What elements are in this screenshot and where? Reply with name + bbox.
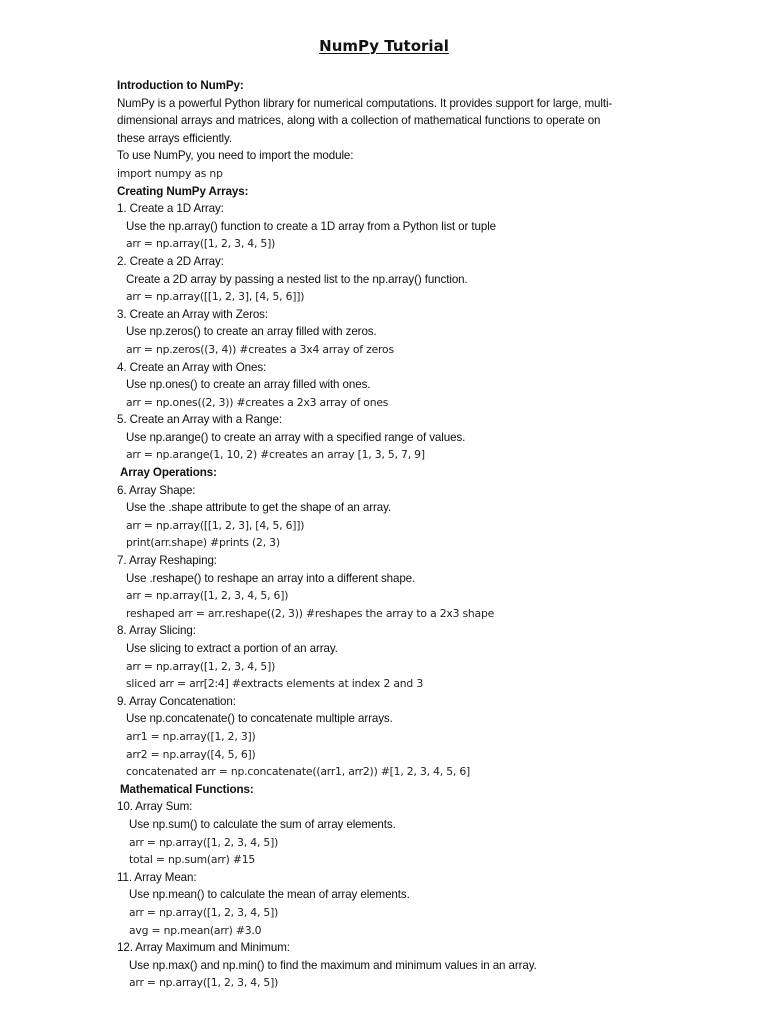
text-line: NumPy is a powerful Python library for numerical computations. It provides support for large, multi- xyxy=(117,96,613,110)
description-line: Use slicing to extract a portion of an array. xyxy=(126,642,338,655)
text-line: dimensional arrays and matrices, along with a collection of mathematical functions to operate on xyxy=(117,114,601,128)
code-line: arr = np.zeros((3, 4)) #creates a 3x4 array of zeros xyxy=(126,342,394,356)
text-line: 1. Create a 1D Array: xyxy=(117,202,224,216)
description-line: Use .reshape() to reshape an array into a different shape. xyxy=(126,571,416,585)
code-line: arr2 = np.array([4, 5, 6]) xyxy=(126,747,256,761)
code-line: arr = np.array([1, 2, 3, 4, 5, 6]) xyxy=(126,589,289,603)
code-line: arr = np.array([1, 2, 3, 4, 5]) xyxy=(129,976,279,990)
code-line: arr = np.array([[1, 2, 3], [4, 5, 6]]) xyxy=(126,518,305,532)
text-line: 12. Array Maximum and Minimum: xyxy=(117,941,290,955)
description-line: Create a 2D array by passing a nested list to the np.array() function. xyxy=(126,272,468,286)
text-line: 5. Create an Array with a Range: xyxy=(117,413,282,427)
code-line: arr = np.array([1, 2, 3, 4, 5]) xyxy=(126,237,276,251)
text-line: To use NumPy, you need to import the module: xyxy=(117,149,354,163)
text-line: 11. Array Mean: xyxy=(117,870,197,884)
code-line: avg = np.mean(arr) #3.0 xyxy=(129,923,262,937)
description-line: Use np.max() and np.min() to find the maximum and minimum values in an array. xyxy=(129,958,537,972)
text-line: 8. Array Slicing: xyxy=(117,624,196,638)
text-line: 6. Array Shape: xyxy=(117,483,196,497)
code-line: arr = np.array([1, 2, 3, 4, 5]) xyxy=(129,905,279,919)
text-line: 2. Create a 2D Array: xyxy=(117,254,224,268)
description-line: Use the np.array() function to create a 1D array from a Python list or tuple xyxy=(126,219,497,233)
section-heading: Mathematical Functions: xyxy=(120,782,254,796)
text-line: these arrays efficiently. xyxy=(117,131,232,145)
text-line: 3. Create an Array with Zeros: xyxy=(117,307,269,321)
text-line: 10. Array Sum: xyxy=(117,800,193,814)
code-line: arr = np.ones((2, 3)) #creates a 2x3 array of ones xyxy=(126,395,389,409)
description-line: Use the .shape attribute to get the shape of an array. xyxy=(126,501,392,515)
code-line: print(arr.shape) #prints (2, 3) xyxy=(126,536,280,550)
description-line: Use np.concatenate() to concatenate multiple arrays. xyxy=(126,712,393,726)
section-heading: Array Operations: xyxy=(120,466,217,480)
section-heading: Creating NumPy Arrays: xyxy=(117,184,249,198)
code-line: arr1 = np.array([1, 2, 3]) xyxy=(126,729,256,743)
code-line: arr = np.array([1, 2, 3, 4, 5]) xyxy=(126,659,276,673)
code-line: concatenated arr = np.concatenate((arr1, arr2)) #[1, 2, 3, 4, 5, 6] xyxy=(126,765,471,779)
text-line: 4. Create an Array with Ones: xyxy=(117,360,267,374)
description-line: Use np.sum() to calculate the sum of array elements. xyxy=(129,817,396,831)
code-line: arr = np.arange(1, 10, 2) #creates an array [1, 3, 5, 7, 9] xyxy=(126,448,425,462)
code-line: reshaped arr = arr.reshape((2, 3)) #reshapes the array to a 2x3 shape xyxy=(126,606,495,620)
text-line: 7. Array Reshaping: xyxy=(117,554,217,568)
code-line: arr = np.array([[1, 2, 3], [4, 5, 6]]) xyxy=(126,290,305,304)
code-line: import numpy as np xyxy=(117,166,223,180)
document-body xyxy=(117,77,677,992)
page-title: NumPy Tutorial xyxy=(319,37,449,55)
code-line: arr = np.array([1, 2, 3, 4, 5]) xyxy=(129,835,279,849)
description-line: Use np.ones() to create an array filled with ones. xyxy=(126,378,371,392)
description-line: Use np.mean() to calculate the mean of array elements. xyxy=(129,888,410,902)
description-line: Use np.arange() to create an array with a specified range of values. xyxy=(126,430,466,444)
description-line: Use np.zeros() to create an array filled with zeros. xyxy=(126,325,377,339)
section-heading: Introduction to NumPy: xyxy=(117,79,244,92)
text-line: 9. Array Concatenation: xyxy=(117,694,236,708)
code-line: sliced arr = arr[2:4] #extracts elements at index 2 and 3 xyxy=(126,677,423,691)
code-line: total = np.sum(arr) #15 xyxy=(129,853,256,867)
